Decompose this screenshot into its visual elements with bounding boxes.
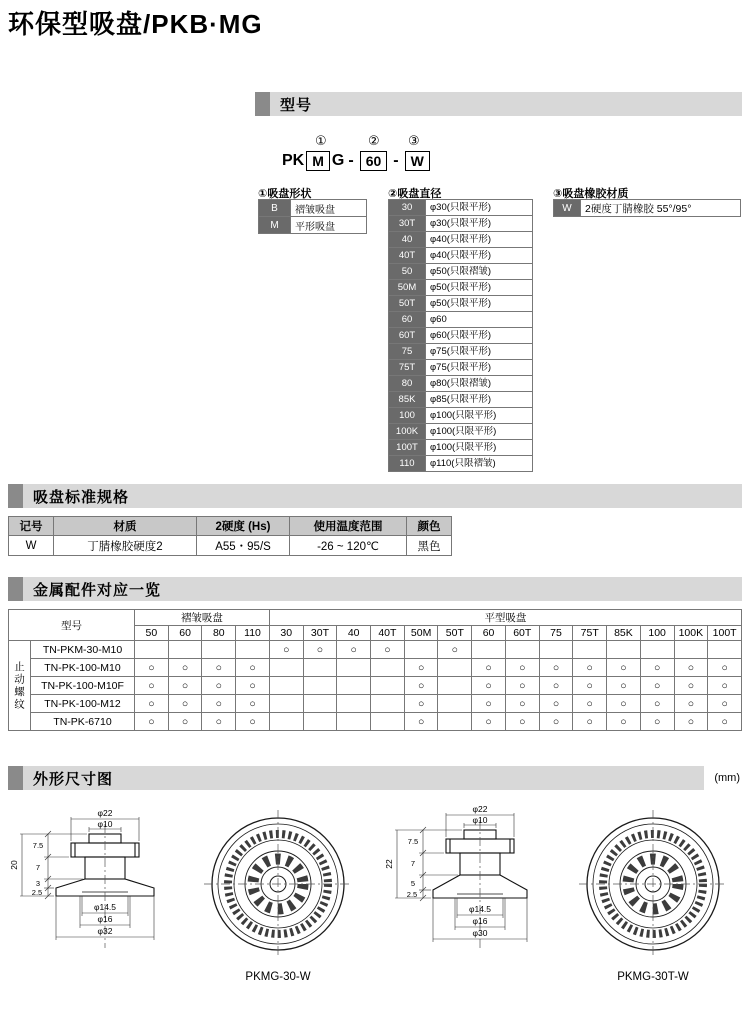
spec-cell: A55・95/S (197, 536, 290, 556)
dia-desc-cell: φ80(只限褶皱) (426, 376, 533, 392)
size-header-cell: 60T (505, 626, 539, 641)
mark-cell: ○ (135, 659, 169, 677)
table-row (389, 312, 533, 328)
dim-bottom-inner: φ14.5 (468, 904, 492, 914)
mark-cell: ○ (708, 713, 742, 731)
bellows-group-header: 褶皱吸盘 (135, 610, 270, 626)
table-row (554, 200, 741, 217)
spec-header-cell: 材质 (54, 517, 197, 536)
fitting-model-cell: TN-PK-100-M10F (31, 677, 135, 695)
dia-desc-cell: φ50(只限褶皱) (426, 264, 533, 280)
spec-cell: -26 ~ 120℃ (290, 536, 407, 556)
mark-cell: ○ (607, 713, 641, 731)
dim-seg3: 3 (35, 879, 41, 888)
mark-cell: ○ (505, 713, 539, 731)
mark-cell: ○ (236, 713, 270, 731)
dia-desc-cell: φ30(只限平形) (426, 216, 533, 232)
dia-code-cell: 50M (389, 280, 426, 296)
mark-cell: ○ (640, 677, 674, 695)
dimension-section-title: 外形尺寸图 (33, 770, 114, 788)
table-row (389, 424, 533, 440)
section-marker-icon (8, 766, 23, 790)
mark-cell (337, 713, 371, 731)
model-section-header (255, 92, 742, 116)
table-row (389, 344, 533, 360)
shape-desc-cell: 平形吸盘 (291, 217, 367, 234)
mark-cell: ○ (539, 713, 573, 731)
dia-code-cell: 75 (389, 344, 426, 360)
table-row (9, 677, 742, 695)
shape-table-title: ①吸盘形状 (258, 188, 312, 200)
mark-cell: ○ (168, 677, 202, 695)
table-row (389, 280, 533, 296)
mark-cell (371, 713, 405, 731)
spec-header-cell: 颜色 (407, 517, 452, 536)
dim-seg4: 2.5 (406, 890, 418, 899)
mark-cell: ○ (135, 713, 169, 731)
size-header-cell: 110 (236, 626, 270, 641)
mark-cell (505, 641, 539, 659)
code-material-box: W (405, 151, 430, 171)
mark-cell: ○ (202, 659, 236, 677)
table-row (389, 232, 533, 248)
table-header-row (9, 517, 452, 536)
code-shape-box: M (306, 151, 330, 171)
material-code-cell: W (554, 200, 581, 217)
mark-cell (371, 695, 405, 713)
spec-cell: 丁腈橡胶硬度2 (54, 536, 197, 556)
mark-cell: ○ (236, 695, 270, 713)
dim-bottom-inner: φ14.5 (93, 902, 117, 912)
table-row (9, 536, 452, 556)
fitting-section-title: 金属配件对应一览 (33, 581, 162, 599)
table-row (259, 200, 367, 217)
size-header-cell: 100T (708, 626, 742, 641)
table-row (389, 264, 533, 280)
table-row (389, 216, 533, 232)
mark-cell (236, 641, 270, 659)
dim-seg3: 5 (410, 879, 416, 888)
mark-cell: ○ (472, 695, 506, 713)
dia-code-cell: 85K (389, 392, 426, 408)
dim-bottom-outer: φ32 (97, 926, 113, 936)
table-row (389, 408, 533, 424)
mark-cell (168, 641, 202, 659)
mark-cell (640, 641, 674, 659)
code-diameter-box: 60 (360, 151, 388, 171)
mark-cell: ○ (505, 695, 539, 713)
size-header-cell: 75 (539, 626, 573, 641)
mark-cell: ○ (640, 659, 674, 677)
dia-code-cell: 75T (389, 360, 426, 376)
mark-cell (438, 659, 472, 677)
mark-cell: ○ (472, 713, 506, 731)
section-marker-icon (8, 577, 23, 601)
dim-top-outer: φ22 (97, 808, 113, 818)
dia-code-cell: 30 (389, 200, 426, 216)
mark-cell: ○ (708, 659, 742, 677)
dim-top-inner: φ10 (472, 815, 488, 825)
code-dash-2: - (393, 152, 399, 169)
spec-table (8, 516, 452, 556)
mark-cell: ○ (371, 641, 405, 659)
mark-cell: ○ (505, 659, 539, 677)
material-table-title: ③吸盘橡胶材质 (553, 188, 629, 200)
mark-cell (202, 641, 236, 659)
mark-cell: ○ (236, 659, 270, 677)
mark-cell: ○ (708, 695, 742, 713)
circled-number-1: ① (315, 133, 327, 148)
circled-number-2: ② (368, 133, 380, 148)
mark-cell: ○ (573, 713, 607, 731)
size-header-cell: 60 (472, 626, 506, 641)
drawing-label: PKMG-30-W (245, 971, 311, 983)
table-header-row (9, 610, 742, 626)
dia-desc-cell: φ110(只限褶皱) (426, 456, 533, 472)
page-title: 环保型吸盘/PKB·MG (8, 9, 263, 39)
shape-desc-cell: 褶皱吸盘 (291, 200, 367, 217)
mark-cell (438, 695, 472, 713)
mark-cell (438, 713, 472, 731)
spec-header-cell: 记号 (9, 517, 54, 536)
mark-cell: ○ (708, 677, 742, 695)
size-header-cell: 100 (640, 626, 674, 641)
dia-desc-cell: φ75(只限平形) (426, 344, 533, 360)
cross-section-and-top-view (383, 798, 748, 998)
dia-desc-cell: φ100(只限平形) (426, 424, 533, 440)
mark-cell (438, 677, 472, 695)
mark-cell: ○ (135, 695, 169, 713)
model-header-cell: 型号 (9, 610, 135, 641)
size-header-cell: 30T (303, 626, 337, 641)
mark-cell: ○ (640, 695, 674, 713)
fitting-table (8, 609, 742, 731)
mark-cell (269, 677, 303, 695)
mark-cell: ○ (303, 641, 337, 659)
mark-cell (573, 641, 607, 659)
dim-seg4: 2.5 (31, 888, 43, 897)
material-desc-cell: 2硬度丁腈橡胶 55°/95° (581, 200, 741, 217)
shape-table (258, 199, 367, 234)
mark-cell (269, 713, 303, 731)
dim-height-total: 22 (384, 859, 394, 869)
mark-cell (303, 677, 337, 695)
mark-cell: ○ (404, 659, 438, 677)
section-marker-icon (255, 92, 270, 116)
mark-cell (269, 659, 303, 677)
mark-cell (371, 677, 405, 695)
dim-top-outer: φ22 (472, 804, 488, 814)
table-row (389, 248, 533, 264)
fitting-model-cell: TN-PK-100-M12 (31, 695, 135, 713)
mark-cell: ○ (168, 695, 202, 713)
table-row (389, 296, 533, 312)
mark-cell: ○ (674, 677, 708, 695)
size-header-cell: 80 (202, 626, 236, 641)
mark-cell (337, 659, 371, 677)
mark-cell (371, 659, 405, 677)
dimension-drawing-thin (383, 798, 748, 1016)
mark-cell: ○ (607, 677, 641, 695)
row-group-label: 止动螺纹 (9, 641, 31, 731)
mark-cell (708, 641, 742, 659)
mark-cell: ○ (472, 677, 506, 695)
dimension-lines (395, 813, 527, 942)
unit-label: (mm) (704, 766, 742, 790)
dia-code-cell: 110 (389, 456, 426, 472)
mark-cell: ○ (472, 659, 506, 677)
mark-cell: ○ (404, 713, 438, 731)
mark-cell: ○ (573, 659, 607, 677)
diameter-table (388, 199, 533, 472)
mark-cell (674, 641, 708, 659)
mark-cell (472, 641, 506, 659)
mark-cell: ○ (674, 659, 708, 677)
dim-height-total: 20 (9, 860, 19, 870)
mark-cell (303, 659, 337, 677)
dia-desc-cell: φ100(只限平形) (426, 440, 533, 456)
model-section-title: 型号 (280, 96, 313, 114)
table-row (389, 456, 533, 472)
mark-cell (303, 695, 337, 713)
fitting-model-cell: TN-PK-6710 (31, 713, 135, 731)
mark-cell: ○ (573, 677, 607, 695)
dia-code-cell: 30T (389, 216, 426, 232)
mark-cell (269, 695, 303, 713)
mark-cell: ○ (168, 713, 202, 731)
mark-cell (404, 641, 438, 659)
dia-code-cell: 40T (389, 248, 426, 264)
mark-cell: ○ (505, 677, 539, 695)
size-header-cell: 75T (573, 626, 607, 641)
size-header-cell: 30 (269, 626, 303, 641)
mark-cell: ○ (573, 695, 607, 713)
spec-cell: 黑色 (407, 536, 452, 556)
dia-code-cell: 100T (389, 440, 426, 456)
dia-desc-cell: φ50(只限平形) (426, 296, 533, 312)
mark-cell: ○ (202, 713, 236, 731)
cross-section-and-top-view (8, 798, 373, 998)
mark-cell: ○ (135, 677, 169, 695)
dia-desc-cell: φ50(只限平形) (426, 280, 533, 296)
table-row (389, 440, 533, 456)
dim-bottom-mid: φ16 (97, 914, 113, 924)
size-header-cell: 50M (404, 626, 438, 641)
size-header-cell: 40T (371, 626, 405, 641)
mark-cell: ○ (236, 677, 270, 695)
table-row (389, 328, 533, 344)
dia-desc-cell: φ30(只限平形) (426, 200, 533, 216)
dia-desc-cell: φ85(只限平形) (426, 392, 533, 408)
table-row (389, 200, 533, 216)
dim-seg1: 7.5 (32, 841, 44, 850)
mark-cell: ○ (674, 695, 708, 713)
mark-cell (607, 641, 641, 659)
table-row (389, 376, 533, 392)
code-suffix: G (331, 152, 345, 169)
dia-code-cell: 50T (389, 296, 426, 312)
mark-cell (539, 641, 573, 659)
dia-desc-cell: φ75(只限平形) (426, 360, 533, 376)
table-row (259, 217, 367, 234)
mark-cell: ○ (674, 713, 708, 731)
dim-top-inner: φ10 (97, 819, 113, 829)
size-header-cell: 50 (135, 626, 169, 641)
table-row (389, 392, 533, 408)
dia-desc-cell: φ40(只限平形) (426, 248, 533, 264)
shape-code-cell: B (259, 200, 291, 217)
section-marker-icon (8, 484, 23, 508)
mark-cell: ○ (404, 677, 438, 695)
dia-code-cell: 100 (389, 408, 426, 424)
dia-code-cell: 40 (389, 232, 426, 248)
fitting-section-header (8, 577, 742, 601)
mark-cell (135, 641, 169, 659)
mark-cell: ○ (640, 713, 674, 731)
table-row (9, 659, 742, 677)
flat-group-header: 平型吸盘 (269, 610, 741, 626)
table-row (9, 695, 742, 713)
mark-cell: ○ (539, 695, 573, 713)
dimension-section-header (8, 766, 742, 790)
mark-cell: ○ (202, 677, 236, 695)
size-header-cell: 100K (674, 626, 708, 641)
shape-code-cell: M (259, 217, 291, 234)
dim-seg2: 7 (35, 863, 41, 872)
dim-seg2: 7 (410, 859, 416, 868)
spec-header-cell: 2硬度 (Hs) (197, 517, 290, 536)
code-prefix: PK (282, 152, 305, 169)
circled-number-3: ③ (408, 133, 420, 148)
dia-desc-cell: φ60(只限平形) (426, 328, 533, 344)
dia-desc-cell: φ60 (426, 312, 533, 328)
dia-code-cell: 60T (389, 328, 426, 344)
diameter-table-title: ②吸盘直径 (388, 188, 442, 200)
dim-bottom-mid: φ16 (472, 916, 488, 926)
dia-code-cell: 50 (389, 264, 426, 280)
mark-cell: ○ (539, 677, 573, 695)
size-header-cell: 40 (337, 626, 371, 641)
model-code-line (282, 151, 432, 171)
mark-cell: ○ (539, 659, 573, 677)
drawing-label: PKMG-30T-W (617, 971, 689, 983)
mark-cell: ○ (404, 695, 438, 713)
size-header-cell: 50T (438, 626, 472, 641)
code-dash-1: - (348, 152, 354, 169)
size-header-cell: 85K (607, 626, 641, 641)
dia-desc-cell: φ40(只限平形) (426, 232, 533, 248)
mark-cell (337, 677, 371, 695)
mark-cell: ○ (337, 641, 371, 659)
mark-cell: ○ (202, 695, 236, 713)
dim-bottom-outer: φ30 (472, 928, 488, 938)
table-row (9, 641, 742, 659)
fitting-model-cell: TN-PKM-30-M10 (31, 641, 135, 659)
dia-desc-cell: φ100(只限平形) (426, 408, 533, 424)
spec-section-header (8, 484, 742, 508)
spec-cell: W (9, 536, 54, 556)
mark-cell: ○ (607, 659, 641, 677)
model-code (282, 133, 502, 179)
fitting-model-cell: TN-PK-100-M10 (31, 659, 135, 677)
spec-section-title: 吸盘标准规格 (33, 488, 130, 506)
material-table (553, 199, 741, 217)
mark-cell: ○ (269, 641, 303, 659)
spec-header-cell: 使用温度范围 (290, 517, 407, 536)
dia-code-cell: 100K (389, 424, 426, 440)
mark-cell: ○ (438, 641, 472, 659)
dia-code-cell: 60 (389, 312, 426, 328)
mark-cell (337, 695, 371, 713)
dimension-drawing-flat (8, 798, 373, 1016)
table-row (389, 360, 533, 376)
size-header-cell: 60 (168, 626, 202, 641)
mark-cell: ○ (607, 695, 641, 713)
table-row (9, 713, 742, 731)
dia-code-cell: 80 (389, 376, 426, 392)
dim-seg1: 7.5 (407, 837, 419, 846)
mark-cell: ○ (168, 659, 202, 677)
mark-cell (303, 713, 337, 731)
